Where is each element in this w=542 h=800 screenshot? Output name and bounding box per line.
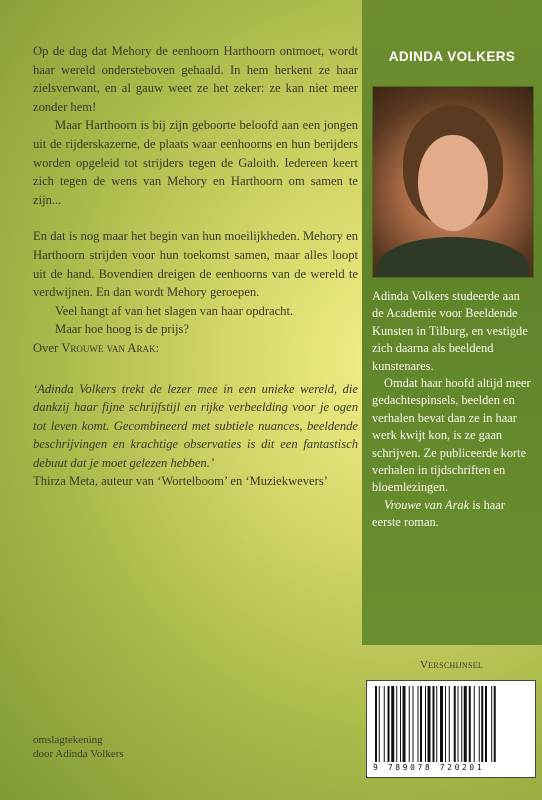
barcode-bar — [375, 686, 377, 762]
barcode-bar — [396, 686, 397, 762]
barcode-bar — [458, 686, 459, 762]
barcode-bar — [391, 686, 394, 762]
barcode-bar — [384, 686, 385, 762]
author-bio-paragraph-2: Omdat haar hoofd altijd meer gedachtespinsels, beelden en verhalen bevat dan ze in haar werk kwijt kon, is ze gaan schrijven. Ze publiceerde korte verhalen in tijdschriften en bloemlezingen. — [372, 376, 531, 495]
barcode-bar — [464, 686, 467, 762]
barcode-bar — [474, 686, 475, 762]
author-photo — [372, 86, 534, 278]
cover-credit — [33, 733, 124, 761]
author-bio-book-title: Vrouwe van Arak — [384, 497, 470, 512]
barcode-bar — [428, 686, 431, 762]
author-bio — [372, 288, 534, 532]
author-bio-paragraph-3: Vrouwe van Arak is haar eerste roman. — [372, 497, 505, 530]
barcode-bar — [469, 686, 471, 762]
barcode-bar — [445, 686, 446, 762]
barcode-bar — [481, 686, 483, 762]
barcode-bar — [461, 686, 462, 762]
barcode-bar — [454, 686, 456, 762]
barcode-bar — [449, 686, 450, 762]
barcode-bar — [436, 686, 437, 762]
cover-credit-line-2: door Adinda Volkers — [33, 748, 124, 760]
barcode-bar — [403, 686, 406, 762]
blurb-paragraph-1: Op de dag dat Mehory de eenhoorn Harthoorn ontmoet, wordt haar wereld ondersteboven gehaald. In hem herkent ze haar zielsverwant, en al gauw weet ze het zeker: ze kan niet meer zonder hem! — [33, 44, 358, 114]
barcode-bar — [440, 686, 443, 762]
blurb-paragraph-5: Maar hoe hoog is de prijs? — [55, 322, 189, 337]
review-book-title: Vrouwe van Arak: — [61, 340, 159, 355]
isbn-barcode — [366, 680, 536, 778]
barcode-bar — [425, 686, 426, 762]
barcode-bar — [388, 686, 390, 762]
back-cover-blurb — [33, 42, 358, 491]
barcode-bar — [420, 686, 422, 762]
blurb-paragraph-4: Veel hangt af van het slagen van haar opdracht. — [55, 303, 294, 318]
barcode-bar — [413, 686, 414, 762]
barcode-bar — [433, 686, 435, 762]
review-quote: ‘Adinda Volkers trekt de lezer mee in een unieke wereld, die dankzij haar fijne schrijfstijl en rijke verbeelding voor je ogen tot leven komt. Gecombineerd met subtiele nuances, beeldende beschrijvingen en krachtige observaties is dit een fantastisch debuut dat je moet gelezen hebben.’ — [33, 381, 358, 470]
barcode-bar — [379, 686, 380, 762]
barcode-bar — [485, 686, 487, 762]
author-photo-shoulders — [377, 237, 529, 278]
publisher-name: Verschijnsel — [420, 659, 484, 671]
barcode-bar — [409, 686, 410, 762]
review-heading: Over Vrouwe van Arak: — [33, 340, 159, 355]
cover-credit-line-1: omslagtekening — [33, 734, 103, 746]
blurb-paragraph-3: En dat is nog maar het begin van hun moeilijkheden. Mehory en Harthoorn strijden voor hun toekomst samen, maar alles loopt uit de hand. Bovendien dreigen de eenhoorns van de wereld te verdwijnen. En dan wordt Mehory geroepen. — [33, 229, 358, 300]
barcode-bar — [418, 686, 419, 762]
barcode-bar — [400, 686, 401, 762]
blurb-paragraph-2: Maar Harthoorn is bij zijn geboorte beloofd aan een jongen uit de rijderskazerne, de plaats waar eenhoorns en hun berijders worden opgeleid tot strijders tegen de Galoith. Iedereen keert zich tegen de wens van Mehory en Harthoorn om samen te zijn... — [33, 118, 358, 207]
barcode-bars — [373, 686, 529, 762]
review-attribution: Thirza Meta, auteur van ‘Wortelboom’ en ‘Muziekwevers’ — [33, 474, 328, 489]
author-name: ADINDA VOLKERS — [388, 49, 516, 64]
isbn-number: 9 789078 720201 — [373, 763, 485, 772]
barcode-bar — [479, 686, 480, 762]
author-bio-paragraph-1: Adinda Volkers studeerde aan de Academie voor Beeldende Kunsten in Tilburg, en vestigde zich daarna als beeldend kunstenares. — [372, 289, 528, 373]
author-panel — [362, 0, 542, 645]
barcode-bar — [494, 686, 496, 762]
author-photo-face — [418, 135, 488, 231]
barcode-bar — [491, 686, 492, 762]
